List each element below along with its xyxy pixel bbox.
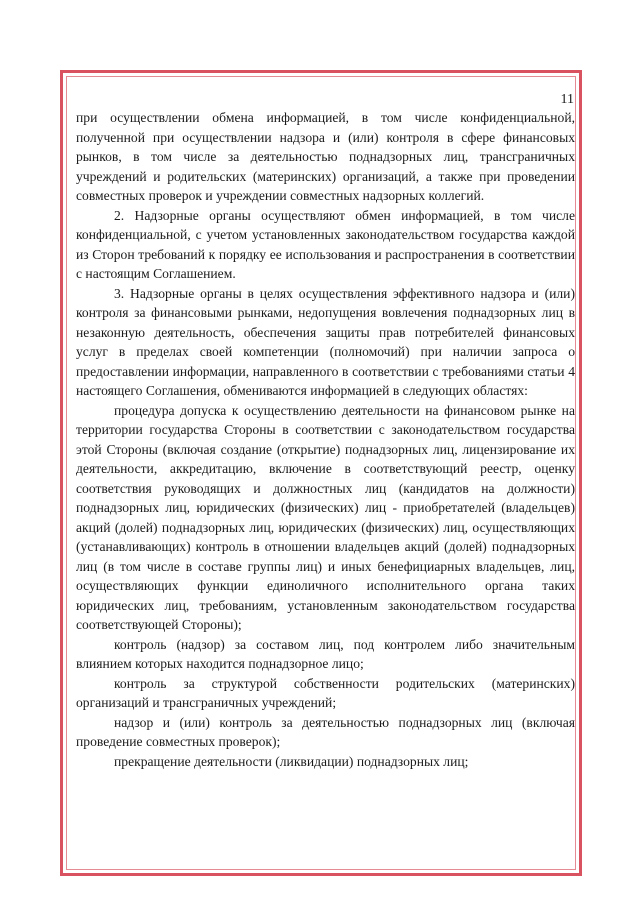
page-number: 11: [560, 92, 574, 107]
document-body: [76, 108, 575, 771]
list-item: надзор и (или) контроль за деятельностью поднадзорных лиц (включая проведение совместных проверок);: [76, 714, 575, 749]
list-item: прекращение деятельности (ликвидации) поднадзорных лиц;: [114, 753, 469, 769]
paragraph: 2. Надзорные органы осуществляют обмен информацией, в том числе конфиденциальной, с учетом установленных законодательством государства каждой из Сторон требований к порядку ее использования и распространения в соответствии с настоящим Соглашением.: [76, 207, 575, 281]
list-item: контроль (надзор) за составом лиц, под контролем либо значительным влиянием которых находится поднадзорное лицо;: [76, 636, 575, 671]
list-item: процедура допуска к осуществлению деятельности на финансовом рынке на территории государства Стороны в соответствии с законодательством государства этой Стороны (включая создание (открытие) поднадзорных лиц, лицензирование их деятельности, аккредитацию, включение в соответствующий реестр, оценку соответствия руководящих и должностных лиц (кандидатов на должности) поднадзорных лиц, юридических (физических) лиц - приобретателей (владельцев) акций (долей) поднадзорных лиц, юридических (физических) лиц, осуществляющих (устанавливающих) контроль в отношении владельцев акций (долей) поднадзорных лиц (в том числе в составе группы лиц) и иных бенефициарных владельцев, лиц, осуществляющих функции единоличного исполнительного органа таких юридических лиц, требованиям, установленным законодательством государства соответствующей Стороны);: [76, 402, 575, 632]
list-item: контроль за структурой собственности родительских (материнских) организаций и трансграничных учреждений;: [76, 675, 575, 710]
paragraph: 3. Надзорные органы в целях осуществления эффективного надзора и (или) контроля за финансовыми рынками, недопущения вовлечения поднадзорных лиц в незаконную деятельность, обеспечения защиты прав потребителей финансовых услуг в пределах своей компетенции (полномочий) при наличии запроса о предоставлении информации, направленного в соответствии с требованиями статьи 4 настоящего Соглашения, обмениваются информацией в следующих областях:: [76, 285, 575, 398]
paragraph: при осуществлении обмена информацией, в том числе конфиденциальной, полученной при осуществлении надзора и (или) контроля в сфере финансовых рынков, в том числе за деятельностью поднадзорных лиц, трансграничных учреждений и родительских (материнских) организаций, а также при проведении совместных проверок и учреждении совместных надзорных коллегий.: [76, 110, 575, 203]
